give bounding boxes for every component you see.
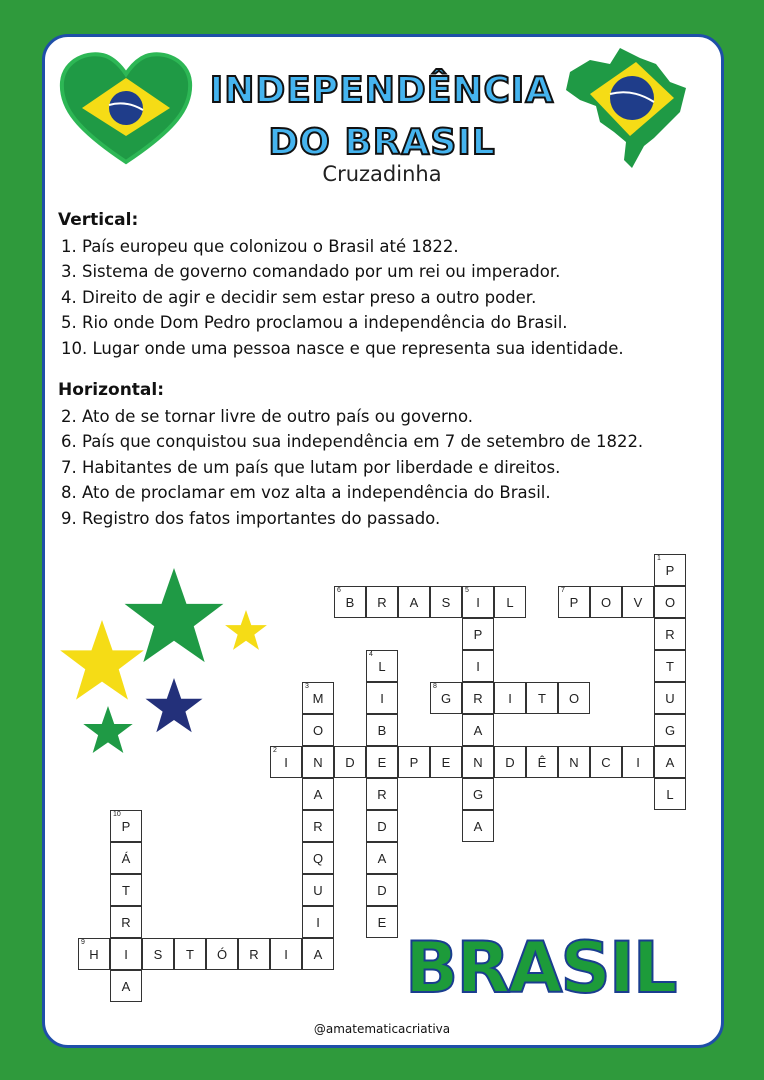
cell-letter: D: [505, 754, 515, 770]
crossword-cell[interactable]: [110, 970, 142, 1002]
cell-letter: G: [472, 786, 484, 802]
cell-letter: D: [377, 882, 387, 898]
crossword-cell[interactable]: [526, 682, 558, 714]
clue-number: 7: [561, 587, 565, 594]
crossword-cell[interactable]: [654, 618, 686, 650]
cell-letter: R: [377, 786, 387, 802]
crossword-cell[interactable]: [654, 586, 686, 618]
cell-letter: R: [665, 626, 675, 642]
cell-letter: B: [345, 594, 355, 610]
subtitle: Cruzadinha: [322, 162, 442, 186]
crossword-cell[interactable]: [462, 810, 494, 842]
cell-letter: C: [601, 754, 611, 770]
clue-number: 9: [81, 939, 85, 946]
clue-number: 2: [273, 747, 277, 754]
crossword-cell[interactable]: [366, 650, 398, 682]
clue-number: 1: [657, 555, 661, 562]
crossword-cell[interactable]: [302, 938, 334, 970]
crossword-cell[interactable]: [462, 682, 494, 714]
cell-letter: B: [377, 722, 387, 738]
crossword-cell[interactable]: [462, 714, 494, 746]
crossword-cell[interactable]: [366, 586, 398, 618]
crossword-cell[interactable]: [366, 778, 398, 810]
crossword-cell[interactable]: [398, 586, 430, 618]
cell-letter: N: [569, 754, 579, 770]
cell-letter: Ê: [537, 754, 547, 770]
crossword-cell[interactable]: [302, 746, 334, 778]
crossword-cell[interactable]: [430, 586, 462, 618]
cell-letter: I: [380, 690, 384, 706]
cell-letter: I: [476, 594, 480, 610]
clue: 10. Lugar onde uma pessoa nasce e que representa sua identidade.: [61, 338, 624, 358]
crossword-cell[interactable]: [78, 938, 110, 970]
cell-letter: D: [345, 754, 355, 770]
clue: 7. Habitantes de um país que lutam por liberdade e direitos.: [61, 457, 561, 477]
title-line-1: INDEPENDÊNCIA: [209, 70, 555, 111]
clue: 9. Registro dos fatos importantes do passado.: [61, 508, 441, 528]
crossword-cell[interactable]: [558, 746, 590, 778]
crossword-cell[interactable]: [462, 586, 494, 618]
crossword-cell[interactable]: [206, 938, 238, 970]
cell-letter: A: [377, 850, 387, 866]
crossword-cell[interactable]: [302, 842, 334, 874]
cell-letter: M: [312, 690, 324, 706]
crossword-cell[interactable]: [366, 682, 398, 714]
crossword-cell[interactable]: [270, 746, 302, 778]
cell-letter: P: [473, 626, 483, 642]
cell-letter: R: [377, 594, 387, 610]
cell-letter: P: [569, 594, 579, 610]
footer-handle: @amatematicacriativa: [313, 1022, 451, 1036]
cell-letter: I: [476, 658, 480, 674]
vertical-clues: [58, 208, 624, 361]
cell-letter: I: [508, 690, 512, 706]
cell-letter: A: [313, 946, 323, 962]
cell-letter: I: [636, 754, 640, 770]
clue-number: 3: [305, 683, 309, 690]
crossword-cell[interactable]: [110, 906, 142, 938]
crossword-cell[interactable]: [142, 938, 174, 970]
cell-letter: I: [124, 946, 128, 962]
cell-letter: P: [121, 818, 131, 834]
cell-letter: S: [441, 594, 451, 610]
crossword-cell[interactable]: [590, 746, 622, 778]
crossword-cell[interactable]: [110, 842, 142, 874]
clue: 5. Rio onde Dom Pedro proclamou a independência do Brasil.: [61, 313, 568, 332]
cell-letter: A: [665, 754, 675, 770]
crossword-cell[interactable]: [302, 810, 334, 842]
clue-number: 6: [337, 587, 341, 594]
cell-letter: I: [284, 754, 288, 770]
crossword-cell[interactable]: [494, 682, 526, 714]
clue: 2. Ato de se tornar livre de outro país ou governo.: [61, 406, 474, 426]
crossword-cell[interactable]: [462, 778, 494, 810]
crossword-cell[interactable]: [110, 874, 142, 906]
crossword-cell[interactable]: [270, 938, 302, 970]
cell-letter: G: [440, 690, 452, 706]
clue-number: 4: [369, 651, 373, 658]
cell-letter: A: [473, 818, 483, 834]
crossword-cell[interactable]: [494, 586, 526, 618]
crossword-cell[interactable]: [654, 714, 686, 746]
cell-letter: R: [313, 818, 323, 834]
cell-letter: T: [122, 882, 130, 898]
cell-letter: E: [441, 754, 451, 770]
crossword-cell[interactable]: [622, 746, 654, 778]
cell-letter: Q: [312, 850, 324, 866]
crossword-cell[interactable]: [366, 906, 398, 938]
cell-letter: R: [249, 946, 259, 962]
crossword-cell[interactable]: [654, 682, 686, 714]
crossword-cell[interactable]: [462, 618, 494, 650]
clue-number: 10: [113, 811, 121, 818]
cell-letter: I: [316, 914, 320, 930]
crossword-cell[interactable]: [238, 938, 270, 970]
cell-letter: L: [506, 594, 514, 610]
vertical-heading: Vertical:: [58, 210, 139, 230]
cell-letter: T: [186, 946, 194, 962]
crossword-cell[interactable]: [334, 746, 366, 778]
crossword-cell[interactable]: [302, 778, 334, 810]
clue: 4. Direito de agir e decidir sem estar preso a outro poder.: [61, 287, 537, 307]
cell-letter: T: [538, 690, 546, 706]
crossword-cell[interactable]: [366, 810, 398, 842]
cell-letter: I: [284, 946, 288, 962]
crossword-cell[interactable]: [430, 746, 462, 778]
crossword-cell[interactable]: [110, 938, 142, 970]
cell-letter: A: [121, 978, 131, 994]
clue-number: 8: [433, 683, 437, 690]
crossword-cell[interactable]: [654, 778, 686, 810]
star-icon: [60, 568, 267, 753]
cell-letter: A: [313, 786, 323, 802]
horizontal-clues: [58, 378, 643, 531]
crossword-cell[interactable]: [302, 874, 334, 906]
crossword-cell[interactable]: [302, 906, 334, 938]
crossword-cell[interactable]: [110, 810, 142, 842]
cell-letter: H: [89, 946, 99, 962]
title-line-2: DO BRASIL: [268, 122, 496, 163]
crossword-cell[interactable]: [366, 746, 398, 778]
cell-letter: N: [473, 754, 483, 770]
crossword-cell[interactable]: [366, 714, 398, 746]
crossword-cell[interactable]: [622, 586, 654, 618]
cell-letter: A: [409, 594, 419, 610]
cell-letter: Á: [121, 850, 131, 866]
clue: 3. Sistema de governo comandado por um rei ou imperador.: [61, 262, 561, 281]
crossword-cell[interactable]: [526, 746, 558, 778]
cell-letter: P: [665, 562, 675, 578]
crossword-cell[interactable]: [654, 554, 686, 586]
stars-decoration: [56, 568, 270, 764]
crossword-cell[interactable]: [462, 746, 494, 778]
cell-letter: P: [409, 754, 419, 770]
clue: 8. Ato de proclamar em voz alta a independência do Brasil.: [61, 483, 551, 502]
cell-letter: L: [666, 786, 674, 802]
cell-letter: N: [313, 754, 323, 770]
cell-letter: R: [473, 690, 483, 706]
crossword-cell[interactable]: [366, 874, 398, 906]
clue: 6. País que conquistou sua independência em 7 de setembro de 1822.: [61, 432, 644, 451]
horizontal-heading: Horizontal:: [58, 380, 165, 400]
cell-letter: U: [313, 882, 323, 898]
cell-letter: R: [121, 914, 131, 930]
crossword-cell[interactable]: [558, 682, 590, 714]
crossword-cell[interactable]: [558, 586, 590, 618]
cell-letter: E: [377, 914, 387, 930]
cell-letter: D: [377, 818, 387, 834]
crossword-cell[interactable]: [590, 586, 622, 618]
crossword-cell[interactable]: [494, 746, 526, 778]
crossword-cell[interactable]: [302, 714, 334, 746]
cell-letter: O: [568, 690, 580, 706]
crossword-cell[interactable]: [462, 650, 494, 682]
crossword-cell[interactable]: [398, 746, 430, 778]
cell-letter: G: [664, 722, 676, 738]
cell-letter: Ó: [216, 946, 228, 962]
cell-letter: O: [664, 594, 676, 610]
cell-letter: E: [377, 754, 387, 770]
clue: 1. País europeu que colonizou o Brasil até 1822.: [61, 236, 459, 256]
cell-letter: U: [665, 690, 675, 706]
cell-letter: T: [666, 658, 674, 674]
crossword-cell[interactable]: [430, 682, 462, 714]
cell-letter: A: [473, 722, 483, 738]
crossword-cell[interactable]: [654, 650, 686, 682]
crossword-cell[interactable]: [302, 682, 334, 714]
brasil-logo: BRASIL: [405, 927, 676, 1009]
cell-letter: O: [600, 594, 612, 610]
cell-letter: O: [312, 722, 324, 738]
cell-letter: L: [378, 658, 386, 674]
clue-number: 5: [465, 587, 469, 594]
crossword-cell[interactable]: [174, 938, 206, 970]
cell-letter: V: [633, 594, 643, 610]
crossword-cell[interactable]: [366, 842, 398, 874]
crossword-cell[interactable]: [334, 586, 366, 618]
cell-letter: S: [153, 946, 163, 962]
crossword-cell[interactable]: [654, 746, 686, 778]
